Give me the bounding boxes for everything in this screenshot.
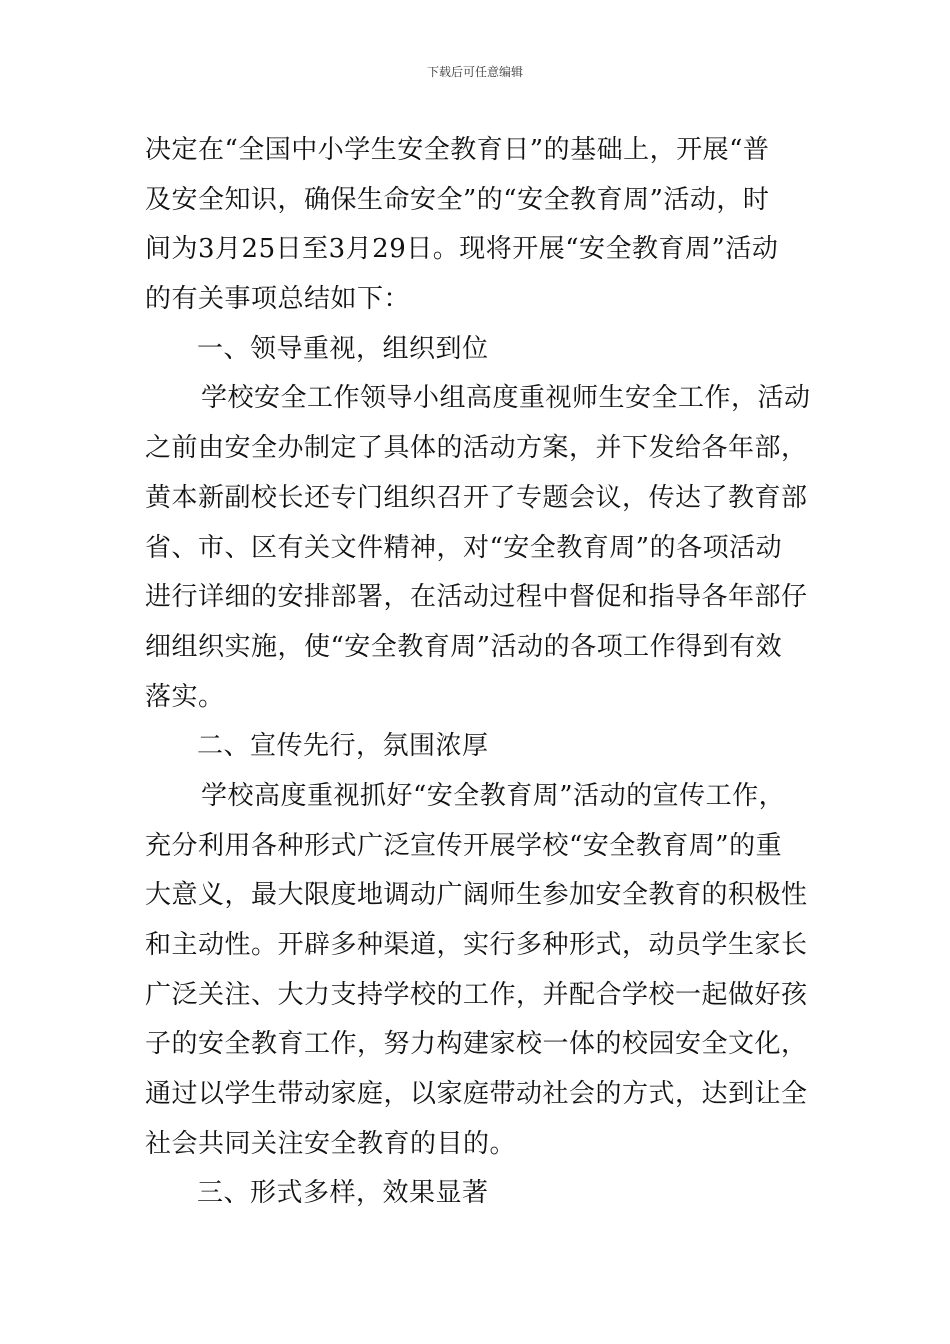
- section-heading-3: 三、形式多样，效果显著: [197, 1178, 489, 1209]
- document-body: [145, 126, 809, 1219]
- text-line: 充分利用各种形式广泛宣传开展学校“安全教育周”的重: [145, 830, 783, 861]
- paragraph-start: 学校高度重视抓好“安全教育周”活动的宣传工作，: [201, 780, 786, 811]
- page-header: [0, 64, 950, 80]
- text-line: 之前由安全办制定了具体的活动方案，并下发给各年部，: [145, 433, 808, 464]
- text-line: 进行详细的安排部署，在活动过程中督促和指导各年部仔: [145, 582, 808, 613]
- text-line: 通过以学生带动家庭，以家庭带动社会的方式，达到让全: [145, 1079, 808, 1110]
- text-line: 黄本新副校长还专门组织召开了专题会议，传达了教育部: [145, 482, 808, 513]
- text-line: 及安全知识，确保生命安全”的“安全教育周”活动，时: [145, 184, 770, 215]
- text-line: 子的安全教育工作，努力构建家校一体的校园安全文化，: [145, 1029, 808, 1060]
- paragraph-start: 学校安全工作领导小组高度重视师生安全工作，活动: [201, 383, 811, 414]
- text-line: 省、市、区有关文件精神，对“安全教育周”的各项活动: [145, 532, 783, 563]
- section-heading-1: 一、领导重视，组织到位: [197, 333, 489, 364]
- text-line: 广泛关注、大力支持学校的工作，并配合学校一起做好孩: [145, 979, 808, 1010]
- text-line: 间为3月25日至3月29日。现将开展“安全教育周”活动: [145, 234, 779, 265]
- text-line: 的有关事项总结如下：: [145, 284, 411, 315]
- section-heading-2: 二、宣传先行，氛围浓厚: [197, 731, 489, 762]
- text-line: 大意义，最大限度地调动广阔师生参加安全教育的积极性: [145, 880, 808, 911]
- text-line: 细组织实施，使“安全教育周”活动的各项工作得到有效: [145, 631, 783, 662]
- text-line: 决定在“全国中小学生安全教育日”的基础上，开展“普: [145, 135, 770, 165]
- text-line: 和主动性。开辟多种渠道，实行多种形式，动员学生家长: [145, 930, 808, 960]
- header-text: 下载后可任意编辑: [426, 65, 523, 79]
- text-line: 落实。: [145, 681, 225, 712]
- text-line: 社会共同关注安全教育的目的。: [145, 1128, 517, 1159]
